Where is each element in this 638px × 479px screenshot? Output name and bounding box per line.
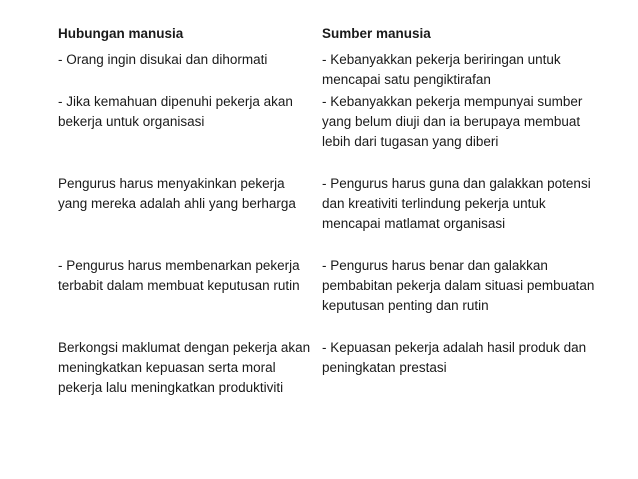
cell-sumber: - Kebanyakkan pekerja mempunyai sumber yang belum diuji dan ia berupaya membuat lebih dari tugasan yang diberi bbox=[322, 94, 583, 149]
cell-sumber: - Kepuasan pekerja adalah hasil produk dan peningkatan prestasi bbox=[322, 340, 587, 375]
table-row bbox=[58, 50, 598, 92]
cell-hubungan: - Pengurus harus membenarkan pekerja terbabit dalam membuat keputusan rutin bbox=[58, 258, 300, 293]
cell-hubungan: Pengurus harus menyakinkan pekerja yang mereka adalah ahli yang berharga bbox=[58, 176, 296, 211]
table-row bbox=[58, 338, 598, 420]
cell-hubungan: - Orang ingin disukai dan dihormati bbox=[58, 52, 268, 67]
cell-hubungan: - Jika kemahuan dipenuhi pekerja akan bekerja untuk organisasi bbox=[58, 94, 293, 129]
table-row bbox=[58, 92, 598, 174]
cell-sumber: - Pengurus harus guna dan galakkan potensi dan kreativiti terlindung pekerja untuk mencapai matlamat organisasi bbox=[322, 176, 591, 231]
cell-sumber: - Pengurus harus benar dan galakkan pembabitan pekerja dalam situasi pembuatan keputusan penting dan rutin bbox=[322, 258, 595, 313]
cell-hubungan: Berkongsi maklumat dengan pekerja akan meningkatkan kepuasan serta moral pekerja lalu meningkatkan produktiviti bbox=[58, 340, 311, 395]
header-sumber-manusia: Sumber manusia bbox=[322, 26, 431, 41]
cell-sumber: - Kebanyakkan pekerja beriringan untuk mencapai satu pengiktirafan bbox=[322, 52, 561, 87]
table-row bbox=[58, 174, 598, 256]
comparison-table bbox=[58, 24, 598, 420]
table-header-row bbox=[58, 24, 598, 50]
header-hubungan-manusia: Hubungan manusia bbox=[58, 26, 184, 41]
table-row bbox=[58, 256, 598, 338]
